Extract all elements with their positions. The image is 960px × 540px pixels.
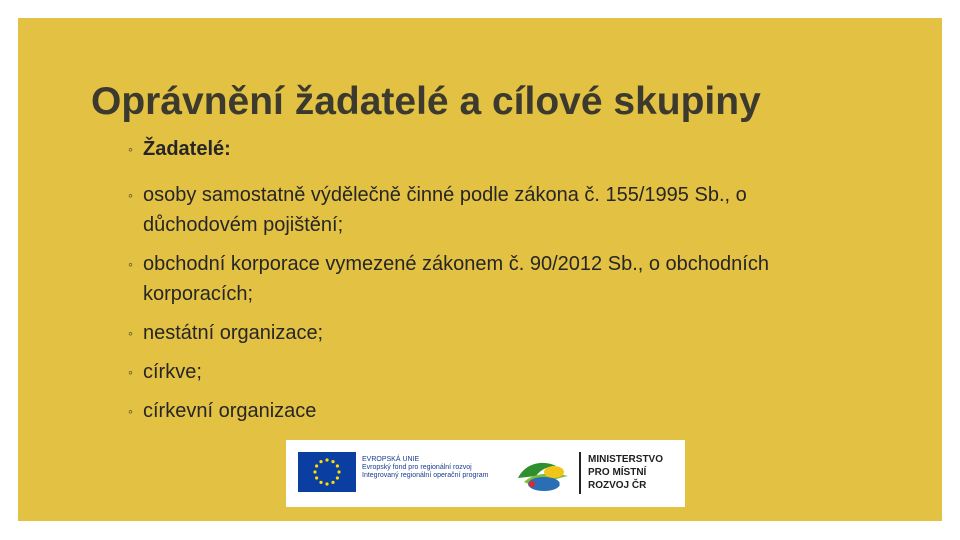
bullet-marker: ◦ [128,187,133,203]
logo-banner [286,440,685,507]
bullet-marker: ◦ [128,141,133,157]
logo-divider [579,452,581,494]
bullet-text: nestátní organizace; [143,322,324,344]
bullet-text: osoby samostatně výdělečně činné podle zákona č. 155/1995 Sb., o důchodovém pojištění; [143,184,747,236]
bullet-text: obchodní korporace vymezené zákonem č. 90/2012 Sb., o obchodních korporacích; [143,253,769,305]
ministry-logo-line: PRO MÍSTNÍ [588,467,647,478]
slide [18,18,942,521]
bullet-item [128,318,848,348]
eu-logo-line: EVROPSKÁ UNIE [362,456,420,463]
bullet-item [128,357,848,387]
bullet-list [128,134,848,435]
bullet-marker: ◦ [128,403,133,419]
eu-logo-text [362,456,488,480]
ministry-logo-line: ROZVOJ ČR [588,480,647,491]
bullet-text: církevní organizace [143,400,317,422]
eu-logo-line: Integrovaný regionální operační program [362,472,489,479]
eu-logo-line: Evropský fond pro regionální rozvoj [362,464,472,471]
bullet-marker: ◦ [128,256,133,272]
ministry-logo-line: MINISTERSTVO [588,454,664,465]
ministry-logo-text [588,453,663,492]
bullet-item [128,249,848,309]
bullet-marker: ◦ [128,364,133,380]
slide-title: Oprávnění žadatelé a cílové skupiny [91,80,761,123]
bullet-text: Žadatelé: [143,138,231,160]
bullet-text: církve; [143,361,202,383]
bullet-item [128,396,848,426]
bullet-marker: ◦ [128,325,133,341]
bullet-item [128,134,848,164]
eu-flag-icon [298,452,356,492]
bullet-item [128,180,848,240]
ministry-emblem-icon [514,454,578,494]
